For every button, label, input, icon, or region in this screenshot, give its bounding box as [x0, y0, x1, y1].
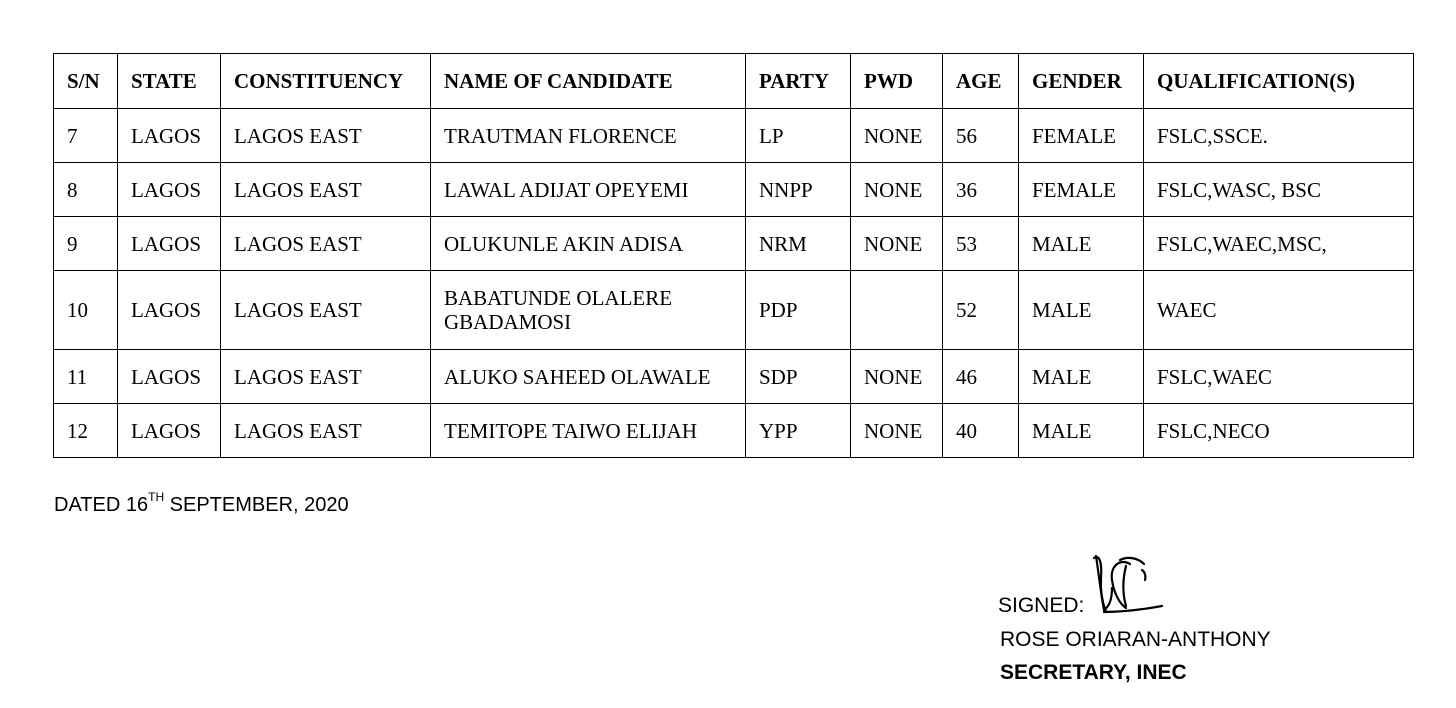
header-gender: GENDER: [1019, 54, 1144, 109]
table-row: [54, 217, 1414, 271]
cell-constituency: LAGOS EAST: [221, 404, 431, 458]
cell-candidate-name: LAWAL ADIJAT OPEYEMI: [431, 163, 746, 217]
header-name-of-candidate: NAME OF CANDIDATE: [431, 54, 746, 109]
table-header-row: [54, 54, 1414, 109]
table-row: [54, 109, 1414, 163]
signature-block: [998, 548, 1418, 684]
cell-sn: 10: [54, 271, 118, 350]
handwritten-signature: [1090, 548, 1170, 620]
cell-state: LAGOS: [118, 163, 221, 217]
cell-constituency: LAGOS EAST: [221, 350, 431, 404]
cell-age: 46: [943, 350, 1019, 404]
cell-state: LAGOS: [118, 404, 221, 458]
dated-ordinal-suffix: TH: [148, 490, 165, 504]
cell-age: 53: [943, 217, 1019, 271]
cell-age: 40: [943, 404, 1019, 458]
cell-gender: MALE: [1019, 217, 1144, 271]
cell-state: LAGOS: [118, 217, 221, 271]
cell-qualification: FSLC,NECO: [1144, 404, 1414, 458]
cell-pwd: [851, 271, 943, 350]
signer-title: SECRETARY, INEC: [1000, 661, 1187, 684]
cell-qualification: FSLC,WAEC,MSC,: [1144, 217, 1414, 271]
cell-party: NNPP: [746, 163, 851, 217]
cell-pwd: NONE: [851, 163, 943, 217]
cell-age: 56: [943, 109, 1019, 163]
signed-line: [998, 548, 1418, 625]
cell-sn: 7: [54, 109, 118, 163]
cell-qualification: WAEC: [1144, 271, 1414, 350]
header-qualification: QUALIFICATION(S): [1144, 54, 1414, 109]
cell-candidate-name: TRAUTMAN FLORENCE: [431, 109, 746, 163]
cell-sn: 9: [54, 217, 118, 271]
cell-state: LAGOS: [118, 350, 221, 404]
cell-party: PDP: [746, 271, 851, 350]
cell-age: 36: [943, 163, 1019, 217]
cell-candidate-name: OLUKUNLE AKIN ADISA: [431, 217, 746, 271]
cell-gender: MALE: [1019, 404, 1144, 458]
header-state: STATE: [118, 54, 221, 109]
table-row: [54, 404, 1414, 458]
cell-age: 52: [943, 271, 1019, 350]
cell-state: LAGOS: [118, 109, 221, 163]
cell-constituency: LAGOS EAST: [221, 163, 431, 217]
cell-constituency: LAGOS EAST: [221, 217, 431, 271]
cell-party: NRM: [746, 217, 851, 271]
cell-qualification: FSLC,WAEC: [1144, 350, 1414, 404]
cell-sn: 8: [54, 163, 118, 217]
cell-party: SDP: [746, 350, 851, 404]
cell-sn: 12: [54, 404, 118, 458]
cell-state: LAGOS: [118, 271, 221, 350]
cell-constituency: LAGOS EAST: [221, 271, 431, 350]
cell-qualification: FSLC,WASC, BSC: [1144, 163, 1414, 217]
cell-gender: MALE: [1019, 350, 1144, 404]
cell-sn: 11: [54, 350, 118, 404]
signer-name: ROSE ORIARAN-ANTHONY: [1000, 628, 1271, 651]
cell-pwd: NONE: [851, 217, 943, 271]
table-row: [54, 163, 1414, 217]
cell-gender: FEMALE: [1019, 163, 1144, 217]
table-row: [54, 271, 1414, 350]
dated-rest: SEPTEMBER, 2020: [164, 494, 349, 516]
header-constituency: CONSTITUENCY: [221, 54, 431, 109]
cell-candidate-name: ALUKO SAHEED OLAWALE: [431, 350, 746, 404]
header-sn: S/N: [54, 54, 118, 109]
candidates-table: [53, 53, 1414, 458]
cell-pwd: NONE: [851, 109, 943, 163]
candidate-name-text: BABATUNDE OLALERE GBADAMOSI: [444, 286, 673, 334]
cell-candidate-name: TEMITOPE TAIWO ELIJAH: [431, 404, 746, 458]
cell-party: LP: [746, 109, 851, 163]
signed-label: SIGNED:: [998, 594, 1085, 617]
cell-gender: MALE: [1019, 271, 1144, 350]
dated-prefix: DATED 16: [54, 494, 149, 516]
header-age: AGE: [943, 54, 1019, 109]
cell-qualification: FSLC,SSCE.: [1144, 109, 1414, 163]
header-party: PARTY: [746, 54, 851, 109]
cell-party: YPP: [746, 404, 851, 458]
cell-constituency: LAGOS EAST: [221, 109, 431, 163]
table-row: [54, 350, 1414, 404]
cell-pwd: NONE: [851, 404, 943, 458]
cell-candidate-name: [431, 271, 746, 350]
dated-line: [54, 490, 349, 517]
cell-gender: FEMALE: [1019, 109, 1144, 163]
header-pwd: PWD: [851, 54, 943, 109]
cell-pwd: NONE: [851, 350, 943, 404]
